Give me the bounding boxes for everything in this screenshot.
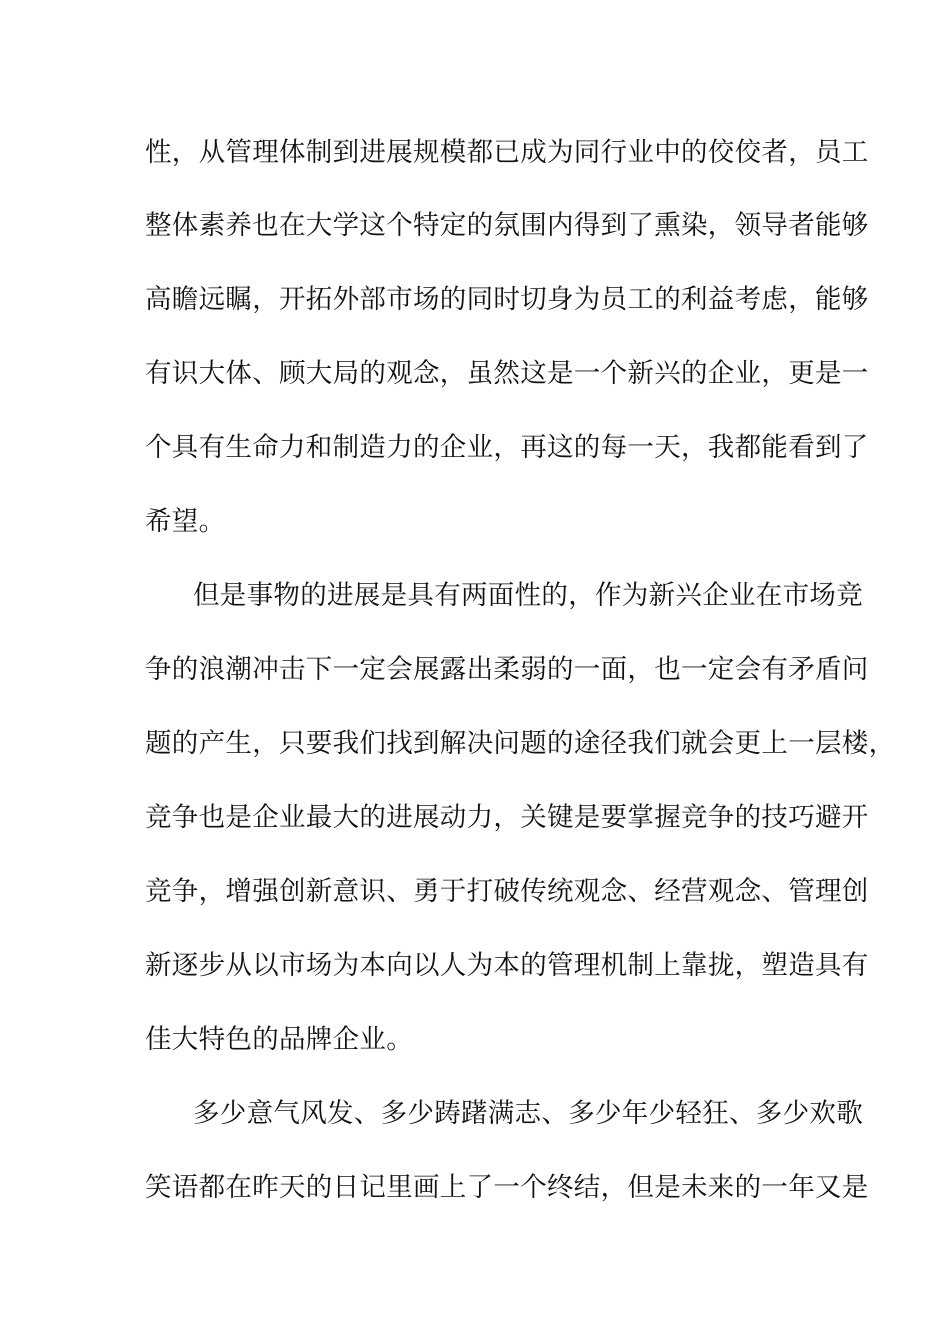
paragraph-1-line-2: 整体素养也在大学这个特定的氛围内得到了熏染，领导者能够 (145, 210, 869, 241)
paragraph-2-line-7: 佳大特色的品牌企业。 (145, 1024, 413, 1055)
paragraph-1-line-6: 希望。 (145, 506, 226, 537)
paragraph-2-line-5: 竞争，增强创新意识、勇于打破传统观念、经营观念、管理创 (145, 876, 869, 907)
paragraph-2-line-3: 题的产生，只要我们找到解决问题的途径我们就会更上一层楼， (145, 728, 896, 759)
paragraph-2-line-4: 竞争也是企业最大的进展动力，关键是要掌握竞争的技巧避开 (145, 802, 869, 833)
paragraph-2-line-2: 争的浪潮冲击下一定会展露出柔弱的一面，也一定会有矛盾问 (145, 654, 869, 685)
paragraph-2-line-1: 但是事物的进展是具有两面性的，作为新兴企业在市场竞 (193, 580, 863, 611)
paragraph-1-line-1: 性，从管理体制到进展规模都已成为同行业中的佼佼者，员工 (145, 137, 869, 168)
paragraph-1-line-3: 高瞻远瞩，开拓外部市场的同时切身为员工的利益考虑，能够 (145, 284, 869, 315)
paragraph-1-line-5: 个具有生命力和制造力的企业，再这的每一天，我都能看到了 (145, 432, 869, 463)
paragraph-3-line-1: 多少意气风发、多少踌躇满志、多少年少轻狂、多少欢歌 (193, 1098, 863, 1129)
paragraph-1-line-4: 有识大体、顾大局的观念，虽然这是一个新兴的企业，更是一 (145, 358, 869, 389)
paragraph-3-line-2: 笑语都在昨天的日记里画上了一个终结，但是未来的一年又是 (145, 1172, 869, 1203)
paragraph-2-line-6: 新逐步从以市场为本向以人为本的管理机制上靠拢，塑造具有 (145, 950, 869, 981)
